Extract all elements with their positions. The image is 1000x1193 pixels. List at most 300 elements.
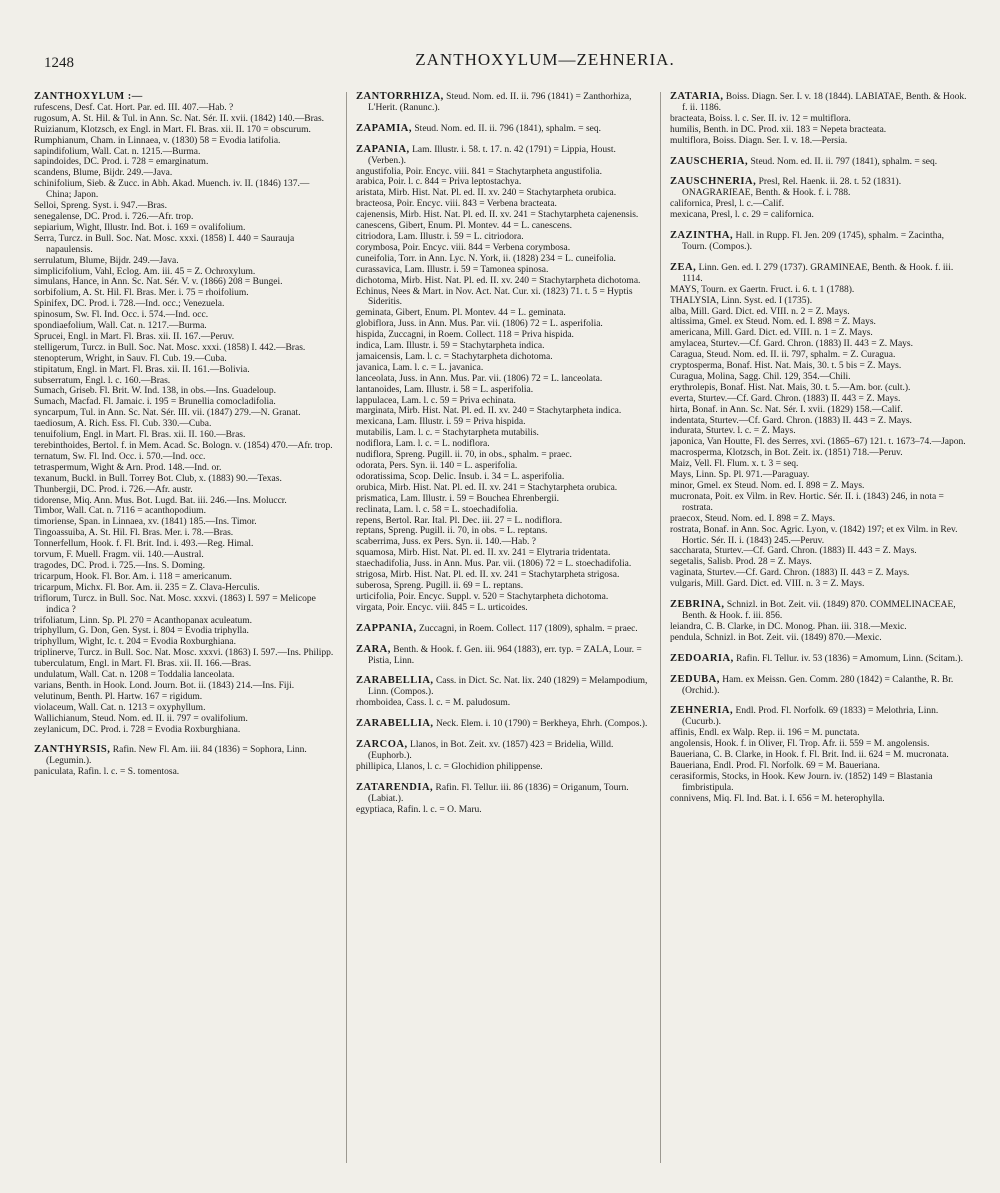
species-entry bbox=[356, 559, 652, 570]
genus-entry bbox=[670, 263, 970, 285]
species-entry bbox=[34, 648, 334, 659]
species-entry bbox=[34, 299, 334, 310]
entry-text: jamaicensis, Lam. l. c. = Stachytarpheta dichotoma. bbox=[356, 351, 553, 362]
entry-text: virgata, Poir. Encyc. viii. 845 = L. urticoides. bbox=[356, 602, 528, 613]
entry-text: rhomboidea, Cass. l. c. = M. paludosum. bbox=[356, 698, 511, 709]
species-entry bbox=[670, 210, 970, 221]
entry-text: violaceum, Wall. Cat. n. 1213 = oxyphyllum. bbox=[34, 702, 206, 713]
species-entry bbox=[34, 767, 334, 778]
entry-text: mucronata, Poit. ex Vilm. in Rev. Hortic. Sér. II. i. (1843) 246, in nota = rostrata. bbox=[670, 491, 944, 513]
entry-text: stelligerum, Turcz. in Bull. Soc. Nat. Mosc. xxxi. (1858) I. 442.—Bras. bbox=[34, 342, 306, 353]
entry-text: senegalense, DC. Prod. i. 726.—Afr. trop. bbox=[34, 211, 194, 222]
entry-text: Spinifex, DC. Prod. i. 728.—Ind. occ.; Venezuela. bbox=[34, 299, 225, 310]
entry-text: geminata, Gibert, Enum. Pl. Montev. 44 = L. geminata. bbox=[356, 308, 566, 319]
species-entry bbox=[34, 408, 334, 419]
species-entry bbox=[670, 394, 970, 405]
entry-text: Tingoassuiba, A. St. Hil. Fl. Bras. Mer. i. 78.—Bras. bbox=[34, 528, 234, 539]
entry-text: altissima, Gmel. ex Steud. Nom. ed. I. 898 = Z. Mays. bbox=[670, 317, 876, 328]
species-entry bbox=[670, 383, 970, 394]
entry-text: phillipica, Llanos, l. c. = Glochidion philippense. bbox=[356, 761, 543, 772]
genus-heading: ZEDOARIA, bbox=[670, 652, 734, 664]
entry-text: sorbifolium, A. St. Hil. Fl. Bras. Mer. i. 75 = rhoifolium. bbox=[34, 288, 249, 299]
species-entry bbox=[670, 492, 970, 514]
species-entry bbox=[34, 168, 334, 179]
entry-text: simplicifolium, Vahl, Eclog. Am. iii. 45 = Z. Ochroxylum. bbox=[34, 266, 256, 277]
entry-text: triplinerve, Turcz. in Bull. Soc. Nat. Mosc. xxxvi. (1863) I. 597.—Ins. Philipp. bbox=[34, 648, 334, 659]
species-entry bbox=[670, 546, 970, 557]
species-entry bbox=[34, 692, 334, 703]
entry-text: Echinus, Nees & Mart. in Nov. Act. Nat. Cur. xi. (1823) 71. t. 5 = Hyptis Sideritis. bbox=[356, 286, 633, 308]
entry-text: Timbor, Wall. Cat. n. 7116 = acanthopodium. bbox=[34, 506, 206, 517]
genus-heading: ZEA, bbox=[670, 261, 697, 273]
species-entry bbox=[34, 365, 334, 376]
species-entry bbox=[356, 221, 652, 232]
entry-text: Caragua, Steud. Nom. ed. II. ii. 797, sphalm. = Z. Curagua. bbox=[670, 350, 896, 361]
species-entry bbox=[356, 417, 652, 428]
genus-heading: ZATARIA, bbox=[670, 92, 724, 102]
entry-text: leiandra, C. B. Clarke, in DC. Monog. Phan. iii. 318.—Mexic. bbox=[670, 621, 907, 632]
entry-text: strigosa, Mirb. Hist. Nat. Pl. ed. II. xv. 241 = Stachytarpheta strigosa. bbox=[356, 570, 620, 581]
species-entry bbox=[34, 626, 334, 637]
page-number: 1248 bbox=[44, 55, 74, 71]
entry-text: trifoliatum, Linn. Sp. Pl. 270 = Acanthopanax aculeatum. bbox=[34, 615, 253, 626]
entry-text: stipitatum, Engl. in Mart. Fl. Bras. xii. II. 161.—Bolivia. bbox=[34, 364, 250, 375]
species-entry bbox=[356, 385, 652, 396]
genus-heading: ZARABELLIA, bbox=[356, 675, 434, 687]
genus-entry bbox=[356, 719, 652, 730]
entry-text: Rafin. Fl. Tellur. iii. 86 (1836) = Origanum, Tourn. (Labiat.). bbox=[368, 782, 629, 804]
entry-text: Wallichianum, Steud. Nom. ed. II. ii. 797 = ovalifolium. bbox=[34, 713, 248, 724]
species-entry bbox=[34, 714, 334, 725]
species-entry bbox=[34, 157, 334, 168]
species-entry bbox=[356, 483, 652, 494]
species-entry bbox=[670, 307, 970, 318]
entry-text: taediosum, A. Rich. Ess. Fl. Cub. 330.—Cuba. bbox=[34, 419, 212, 430]
entry-text: tricarpum, Hook. Fl. Bor. Am. i. 118 = americanum. bbox=[34, 571, 232, 582]
column-divider bbox=[346, 92, 347, 1163]
species-entry bbox=[670, 514, 970, 525]
entry-text: hirta, Bonaf. in Ann. Sc. Nat. Sér. I. xvii. (1829) 158.—Calif. bbox=[670, 404, 903, 415]
species-entry bbox=[670, 125, 970, 136]
entry-text: staechadifolia, Juss. in Ann. Mus. Par. vii. (1806) 72 = L. stoechadifolia. bbox=[356, 559, 632, 570]
entry-text: indurata, Sturtev. l. c. = Z. Mays. bbox=[670, 426, 796, 437]
entry-text: dichotoma, Mirb. Hist. Nat. Pl. ed. II. xv. 240 = Stachytarpheta dichotoma. bbox=[356, 275, 641, 286]
entry-text: japonica, Van Houtte, Fl. des Serres, xvi. (1865–67) 121. t. 1673–74.—Japon. bbox=[670, 437, 966, 448]
entry-text: angustifolia, Poir. Encyc. viii. 841 = Stachytarpheta angustifolia. bbox=[356, 166, 602, 177]
genus-entry bbox=[670, 600, 970, 622]
entry-text: humilis, Benth. in DC. Prod. xii. 183 = Nepeta bracteata. bbox=[670, 124, 887, 135]
species-entry bbox=[34, 485, 334, 496]
entry-text: squamosa, Mirb. Hist. Nat. Pl. ed. II. xv. 241 = Elytraria tridentata. bbox=[356, 548, 611, 559]
entry-text: reptans, Spreng. Pugill. ii. 70, in obs. = L. reptans. bbox=[356, 526, 548, 537]
entry-text: praecox, Steud. Nom. ed. I. 898 = Z. Mays. bbox=[670, 513, 835, 524]
species-entry bbox=[34, 703, 334, 714]
entry-text: Zuccagni, in Roem. Collect. 117 (1809), sphalm. = praec. bbox=[418, 623, 638, 634]
entry-text: paniculata, Rafin. l. c. = S. tomentosa. bbox=[34, 767, 180, 778]
genus-heading: ZANTHOXYLUM :— bbox=[34, 92, 143, 102]
entry-text: Rumphianum, Cham. in Linnaea, v. (1830) 58 = Evodia latifolia. bbox=[34, 135, 281, 146]
species-entry bbox=[356, 210, 652, 221]
genus-entry bbox=[356, 783, 652, 805]
entry-text: bracteata, Boiss. l. c. Ser. II. iv. 12 = multiflora. bbox=[670, 113, 851, 124]
species-entry bbox=[34, 288, 334, 299]
entry-text: curassavica, Lam. Illustr. i. 59 = Tamonea spinosa. bbox=[356, 264, 549, 275]
entry-text: Tonnerfellum, Hook. f. Fl. Brit. Ind. i. 493.—Reg. Himal. bbox=[34, 539, 254, 550]
entry-text: egyptiaca, Rafin. l. c. = O. Maru. bbox=[356, 804, 482, 815]
entry-text: alba, Mill. Gard. Dict. ed. VIII. n. 2 = Z. Mays. bbox=[670, 306, 850, 317]
entry-text: Cass. in Dict. Sc. Nat. lix. 240 (1829) = Melampodium, Linn. (Compos.). bbox=[368, 676, 648, 698]
entry-text: Neck. Elem. i. 10 (1790) = Berkheya, Ehrh. (Compos.). bbox=[435, 719, 648, 730]
species-entry bbox=[356, 698, 652, 709]
species-entry bbox=[670, 114, 970, 125]
species-entry bbox=[34, 179, 334, 201]
entry-text: Lam. Illustr. i. 58. t. 17. n. 42 (1791) = Lippia, Houst. (Verben.). bbox=[368, 144, 616, 166]
entry-text: lanceolata, Juss. in Ann. Mus. Par. vii. (1806) 72 = L. lanceolata. bbox=[356, 373, 603, 384]
genus-heading: ZANTORRHIZA, bbox=[356, 92, 444, 102]
species-entry bbox=[34, 310, 334, 321]
species-entry bbox=[356, 494, 652, 505]
species-entry bbox=[34, 321, 334, 332]
species-entry bbox=[34, 212, 334, 223]
species-entry bbox=[356, 374, 652, 385]
entry-text: texanum, Buckl. in Bull. Torrey Bot. Club, x. (1883) 90.—Texas. bbox=[34, 473, 282, 484]
entry-text: torvum, F. Muell. Fragm. vii. 140.—Austral. bbox=[34, 550, 204, 561]
entry-text: angolensis, Hook. f. in Oliver, Fl. Trop. Afr. ii. 559 = M. angolensis. bbox=[670, 739, 930, 750]
entry-text: mexicana, Lam. Illustr. i. 59 = Priva hispida. bbox=[356, 417, 526, 428]
entry-text: rostrata, Bonaf. in Ann. Soc. Agric. Lyon, v. (1842) 197; et ex Vilm. in Rev. Hortic. Sér. II. i. (1843) 245.—Peruv. bbox=[670, 524, 958, 546]
entry-text: cajenensis, Mirb. Hist. Nat. Pl. ed. II. xv. 241 = Stachytarpheta cajenensis. bbox=[356, 210, 639, 221]
column-right bbox=[670, 92, 970, 1169]
species-entry bbox=[34, 561, 334, 572]
entry-text: serrulatum, Blume, Bijdr. 249.—Java. bbox=[34, 255, 179, 266]
genus-entry bbox=[670, 675, 970, 697]
entry-text: Ruizianum, Klotzsch, ex Engl. in Mart. Fl. Bras. xii. II. 170 = obscurum. bbox=[34, 124, 311, 135]
species-entry bbox=[670, 728, 970, 739]
species-entry bbox=[34, 386, 334, 397]
entry-text: zeylanicum, DC. Prod. i. 728 = Evodia Roxburghiana. bbox=[34, 724, 241, 735]
entry-text: Rafin. Fl. Tellur. iv. 53 (1836) = Amomum, Linn. (Scitam.). bbox=[736, 653, 963, 664]
species-entry bbox=[34, 463, 334, 474]
species-entry bbox=[34, 234, 334, 256]
entry-text: rugosum, A. St. Hil. & Tul. in Ann. Sc. Nat. Sér. II. xvii. (1842) 140.—Bras. bbox=[34, 113, 325, 124]
species-entry bbox=[356, 188, 652, 199]
species-entry bbox=[34, 441, 334, 452]
entry-text: reclinata, Lam. l. c. 58 = L. stoechadifolia. bbox=[356, 504, 518, 515]
entry-text: triphyllum, Wight, Ic. t. 204 = Evodia Roxburghiana. bbox=[34, 637, 236, 648]
genus-entry bbox=[670, 231, 970, 253]
genus-entry bbox=[356, 740, 652, 762]
species-entry bbox=[356, 603, 652, 614]
entry-text: macrosperma, Klotzsch, in Bot. Zeit. ix. (1851) 718.—Peruv. bbox=[670, 448, 903, 459]
entry-text: varians, Benth. in Hook. Lond. Journ. Bot. ii. (1843) 214.—Ins. Fiji. bbox=[34, 680, 295, 691]
species-entry bbox=[356, 243, 652, 254]
entry-text: cryptosperma, Bonaf. Hist. Nat. Mais, 30. t. 5 bis = Z. Mays. bbox=[670, 361, 902, 372]
entry-text: Selloi, Spreng. Syst. i. 947.—Bras. bbox=[34, 201, 168, 212]
entry-text: undulatum, Wall. Cat. n. 1208 = Toddalia lanceolata. bbox=[34, 670, 235, 681]
entry-text: suberosa, Spreng. Pugill. ii. 69 = L. reptans. bbox=[356, 580, 524, 591]
species-entry bbox=[670, 794, 970, 805]
entry-text: tidorense, Miq. Ann. Mus. Bot. Lugd. Bat. iii. 246.—Ins. Moluccr. bbox=[34, 495, 287, 506]
entry-text: urticifolia, Poir. Encyc. Suppl. v. 520 = Stachytarpheta dichotoma. bbox=[356, 591, 609, 602]
species-entry bbox=[34, 670, 334, 681]
genus-entry bbox=[670, 92, 970, 114]
species-entry bbox=[356, 805, 652, 816]
species-entry bbox=[356, 406, 652, 417]
entry-text: subserratum, Engl. l. c. 160.—Bras. bbox=[34, 375, 171, 386]
entry-text: americana, Mill. Gard. Dict. ed. VIII. n. 1 = Z. Mays. bbox=[670, 328, 873, 339]
entry-text: javanica, Lam. l. c. = L. javanica. bbox=[356, 362, 484, 373]
species-entry bbox=[34, 452, 334, 463]
species-entry bbox=[670, 405, 970, 416]
entry-text: rufescens, Desf. Cat. Hort. Par. ed. III. 407.—Hab. ? bbox=[34, 102, 234, 113]
species-entry bbox=[34, 583, 334, 594]
species-entry bbox=[34, 517, 334, 528]
species-entry bbox=[356, 439, 652, 450]
species-entry bbox=[670, 525, 970, 547]
species-entry bbox=[670, 579, 970, 590]
entry-text: odorata, Pers. Syn. ii. 140 = L. asperifolia. bbox=[356, 461, 518, 471]
entry-text: everta, Sturtev.—Cf. Gard. Chron. (1883) II. 443 = Z. Mays. bbox=[670, 393, 901, 404]
species-entry bbox=[34, 103, 334, 114]
species-entry bbox=[34, 376, 334, 387]
entry-text: Steud. Nom. ed. II. ii. 797 (1841), sphalm. = seq. bbox=[750, 156, 938, 167]
entry-text: terebinthoides, Bertol. f. in Mem. Acad. Sc. Bologn. v. (1854) 470.—Afr. trop. bbox=[34, 441, 333, 451]
species-entry bbox=[670, 481, 970, 492]
genus-entry bbox=[356, 92, 652, 114]
genus-heading: ZEBRINA, bbox=[670, 599, 725, 611]
entry-text: tuberculatum, Engl. in Mart. Fl. Bras. xii. II. 166.—Bras. bbox=[34, 659, 252, 670]
species-entry bbox=[670, 470, 970, 481]
entry-text: Baueriana, C. B. Clarke, in Hook. f. Fl. Brit. Ind. ii. 624 = M. mucronata. bbox=[670, 750, 949, 761]
entry-text: Benth. & Hook. f. Gen. iii. 964 (1883), err. typ. = ZALA, Lour. = Pistia, Linn. bbox=[368, 644, 642, 666]
entry-text: Linn. Gen. ed. I. 279 (1737). GRAMINEAE, Benth. & Hook. f. iii. 1114. bbox=[682, 262, 954, 284]
species-entry bbox=[34, 223, 334, 234]
entry-text: nudiflora, Spreng. Pugill. ii. 70, in obs., sphalm. = praec. bbox=[356, 450, 572, 461]
entry-text: cuneifolia, Torr. in Ann. Lyc. N. York, ii. (1828) 234 = L. cuneifolia. bbox=[356, 253, 616, 264]
species-entry bbox=[34, 419, 334, 430]
species-entry bbox=[670, 459, 970, 470]
species-entry bbox=[356, 548, 652, 559]
entry-text: stenopterum, Wright, in Sauv. Fl. Cub. 19.—Cuba. bbox=[34, 353, 227, 364]
species-entry bbox=[356, 537, 652, 548]
species-entry bbox=[34, 267, 334, 278]
entry-text: minor, Gmel. ex Steud. Nom. ed. I. 898 = Z. Mays. bbox=[670, 481, 865, 491]
genus-heading: ZAPANIA, bbox=[356, 143, 410, 155]
species-entry bbox=[34, 528, 334, 539]
genus-heading: ZARA, bbox=[356, 643, 391, 655]
genus-entry bbox=[670, 177, 970, 199]
entry-text: hispida, Zuccagni, in Roem. Collect. 118 = Priva hispida. bbox=[356, 330, 574, 341]
species-entry bbox=[356, 276, 652, 287]
species-entry bbox=[670, 761, 970, 772]
entry-text: tragodes, DC. Prod. i. 725.—Ins. S. Doming. bbox=[34, 560, 205, 571]
running-head: ZANTHOXYLUM—ZEHNERIA. bbox=[415, 50, 675, 69]
species-entry bbox=[670, 361, 970, 372]
entry-text: Steud. Nom. ed. II. ii. 796 (1841) = Zanthorhiza, L'Herit. (Ranunc.). bbox=[368, 92, 632, 113]
entry-text: globiflora, Juss. in Ann. Mus. Par. vii. (1806) 72 = L. asperifolia. bbox=[356, 319, 603, 330]
entry-text: saccharata, Sturtev.—Cf. Gard. Chron. (1883) II. 443 = Z. Mays. bbox=[670, 546, 917, 557]
species-entry bbox=[356, 341, 652, 352]
species-entry bbox=[356, 592, 652, 603]
species-entry bbox=[356, 287, 652, 309]
species-entry bbox=[34, 725, 334, 736]
species-entry bbox=[356, 450, 652, 461]
entry-text: connivens, Miq. Fl. Ind. Bat. i. I. 656 = M. heterophylla. bbox=[670, 793, 885, 804]
species-entry bbox=[34, 277, 334, 288]
entry-text: nodiflora, Lam. l. c. = L. nodiflora. bbox=[356, 439, 490, 450]
genus-entry bbox=[670, 654, 970, 665]
entry-text: velutinum, Benth. Pl. Hartw. 167 = rigidum. bbox=[34, 691, 203, 702]
species-entry bbox=[670, 136, 970, 147]
entry-text: MAYS, Tourn. ex Gaertn. Fruct. i. 6. t. 1 (1788). bbox=[670, 284, 855, 295]
entry-text: sapindifolium, Wall. Cat. n. 1215.—Burma. bbox=[34, 146, 201, 157]
species-entry bbox=[356, 581, 652, 592]
species-entry bbox=[356, 308, 652, 319]
genus-heading: ZANTHYRSIS, bbox=[34, 744, 111, 756]
entry-text: lantanoides, Lam. Illustr. i. 58 = L. asperifolia. bbox=[356, 384, 534, 395]
entry-text: Boiss. Diagn. Ser. I. v. 18 (1844). LABIATAE, Benth. & Hook. f. ii. 1186. bbox=[682, 92, 967, 113]
species-entry bbox=[34, 114, 334, 125]
entry-text: vulgaris, Mill. Gard. Dict. ed. VIII. n. 3 = Z. Mays. bbox=[670, 579, 865, 590]
entry-text: multiflora, Boiss. Diagn. Ser. I. v. 18.—Persia. bbox=[670, 135, 848, 146]
species-entry bbox=[670, 317, 970, 328]
entry-text: THALYSIA, Linn. Syst. ed. I (1735). bbox=[670, 295, 813, 306]
species-entry bbox=[356, 232, 652, 243]
species-entry bbox=[34, 681, 334, 692]
species-entry bbox=[34, 430, 334, 441]
entry-text: sepiarium, Wight, Illustr. Ind. Bot. i. 169 = ovalifolium. bbox=[34, 222, 246, 233]
entry-text: mexicana, Presl, l. c. 29 = californica. bbox=[670, 210, 814, 221]
species-entry bbox=[356, 472, 652, 483]
species-entry bbox=[670, 339, 970, 350]
entry-text: californica, Presl, l. c.—Calif. bbox=[670, 199, 784, 210]
genus-entry bbox=[356, 124, 652, 135]
genus-heading: ZAUSCHNERIA, bbox=[670, 176, 757, 188]
species-entry bbox=[356, 762, 652, 773]
column-middle bbox=[356, 92, 652, 1169]
species-entry bbox=[670, 568, 970, 579]
entry-text: Ham. ex Meissn. Gen. Comm. 280 (1842) = Calanthe, R. Br. (Orchid.). bbox=[682, 674, 954, 696]
species-entry bbox=[34, 539, 334, 550]
species-entry bbox=[356, 363, 652, 374]
species-entry bbox=[670, 739, 970, 750]
genus-heading: ZARCOA, bbox=[356, 739, 408, 751]
entry-text: indica, Lam. Illustr. i. 59 = Stachytarpheta indica. bbox=[356, 341, 545, 352]
species-entry bbox=[670, 772, 970, 794]
species-entry bbox=[356, 265, 652, 276]
entry-text: Maiz, Vell. Fl. Flum. x. t. 3 = seq. bbox=[670, 459, 799, 470]
entry-text: indentata, Sturtev.—Cf. Gard. Chron. (1883) II. 443 = Z. Mays. bbox=[670, 415, 912, 426]
entry-text: affinis, Endl. ex Walp. Rep. ii. 196 = M. punctata. bbox=[670, 728, 860, 739]
species-entry bbox=[670, 416, 970, 427]
entry-text: canescens, Gibert, Enum. Pl. Montev. 44 = L. canescens. bbox=[356, 221, 573, 232]
entry-text: syncarpum, Tul. in Ann. Sc. Nat. Sér. III. vii. (1847) 279.—N. Granat. bbox=[34, 408, 301, 419]
genus-entry bbox=[356, 645, 652, 667]
genus-heading: ZEHNERIA, bbox=[670, 705, 734, 717]
species-entry bbox=[670, 437, 970, 448]
entry-text: Thunbergii, DC. Prod. i. 726.—Afr. austr. bbox=[34, 484, 193, 495]
genus-heading: ZAZINTHA, bbox=[670, 230, 734, 242]
entry-text: scandens, Blume, Bijdr. 249.—Java. bbox=[34, 168, 173, 179]
species-entry bbox=[34, 354, 334, 365]
species-entry bbox=[34, 136, 334, 147]
species-entry bbox=[34, 201, 334, 212]
genus-heading: ZAPPANIA, bbox=[356, 622, 417, 634]
species-entry bbox=[34, 343, 334, 354]
species-entry bbox=[670, 296, 970, 307]
species-entry bbox=[34, 594, 334, 616]
entry-text: prismatica, Lam. Illustr. i. 59 = Bouchea Ehrenbergii. bbox=[356, 493, 560, 504]
entry-text: tenuifolium, Engl. in Mart. Fl. Bras. xii. II. 160.—Bras. bbox=[34, 430, 246, 441]
species-entry bbox=[670, 750, 970, 761]
species-entry bbox=[34, 332, 334, 343]
entry-text: sapindoides, DC. Prod. i. 728 = emarginatum. bbox=[34, 157, 209, 168]
species-entry bbox=[34, 616, 334, 627]
species-entry bbox=[34, 506, 334, 517]
species-entry bbox=[34, 147, 334, 158]
entry-text: tetraspermum, Wight & Arn. Prod. 148.—Ind. or. bbox=[34, 462, 222, 473]
entry-text: marginata, Mirb. Hist. Nat. Pl. ed. II. xv. 240 = Stachytarpheta indica. bbox=[356, 406, 622, 417]
species-entry bbox=[356, 199, 652, 210]
entry-text: corymbosa, Poir. Encyc. viii. 844 = Verbena corymbosa. bbox=[356, 242, 571, 253]
species-entry bbox=[34, 659, 334, 670]
genus-heading: ZARABELLIA, bbox=[356, 718, 434, 730]
entry-text: vaginata, Sturtev.—Cf. Gard. Chron. (1883) II. 443 = Z. Mays. bbox=[670, 568, 910, 579]
column-left bbox=[34, 92, 334, 1169]
entry-text: orubica, Mirb. Hist. Nat. Pl. ed. II. xv. 241 = Stachytarpheta orubica. bbox=[356, 482, 618, 493]
entry-text: triflorum, Turcz. in Bull. Soc. Nat. Mosc. xxxvi. (1863) I. 597 = Melicope indica ? bbox=[34, 593, 316, 615]
species-entry bbox=[34, 397, 334, 408]
entry-text: Steud. Nom. ed. II. ii. 796 (1841), sphalm. = seq. bbox=[414, 123, 602, 134]
entry-text: arabica, Poir. l. c. 844 = Priva leptostachya. bbox=[356, 177, 522, 188]
genus-heading: ZAPAMIA, bbox=[356, 122, 413, 134]
species-entry bbox=[356, 526, 652, 537]
entry-text: Mays, Linn. Sp. Pl. 971.—Paraguay. bbox=[670, 470, 810, 481]
genus-entry bbox=[34, 745, 334, 767]
species-entry bbox=[356, 516, 652, 527]
entry-text: schinifolium, Sieb. & Zucc. in Abh. Akad. Muench. iv. II. (1846) 137.—China; Japon. bbox=[34, 179, 310, 201]
entry-text: Curagua, Molina, Sagg. Chil. 129, 354.—Chili. bbox=[670, 371, 851, 382]
entry-text: triphyllum, G. Don, Gen. Syst. i. 804 = Evodia triphylla. bbox=[34, 626, 249, 637]
entry-text: segetalis, Salisb. Prod. 28 = Z. Mays. bbox=[670, 557, 812, 568]
entry-text: pendula, Schnizl. in Bot. Zeit. vii. (1849) 870.—Mexic. bbox=[670, 632, 882, 643]
species-entry bbox=[356, 570, 652, 581]
species-entry bbox=[670, 328, 970, 339]
species-entry bbox=[670, 448, 970, 459]
species-entry bbox=[356, 330, 652, 341]
species-entry bbox=[670, 426, 970, 437]
species-entry bbox=[34, 550, 334, 561]
entry-text: spinosum, Sw. Fl. Ind. Occ. i. 574.—Ind. occ. bbox=[34, 310, 209, 321]
genus-entry bbox=[356, 676, 652, 698]
species-entry bbox=[356, 167, 652, 178]
entry-text: cerasiformis, Stocks, in Hook. Kew Journ. iv. (1852) 149 = Blastania fimbristipula. bbox=[670, 771, 933, 793]
species-entry bbox=[356, 254, 652, 265]
entry-text: odoratissima, Scop. Delic. Insub. i. 34 = L. asperifolia. bbox=[356, 471, 565, 482]
column-divider bbox=[660, 92, 661, 1163]
species-entry bbox=[34, 572, 334, 583]
entry-text: citriodora, Lam. Illustr. i. 59 = L. citriodora. bbox=[356, 231, 524, 242]
entry-text: Endl. Prod. Fl. Norfolk. 69 (1833) = Melothria, Linn. (Cucurb.). bbox=[682, 706, 939, 728]
entry-text: Sumach, Griseb. Fl. Brit. W. Ind. 138, in obs.—Ins. Guadeloup. bbox=[34, 386, 276, 397]
genus-entry bbox=[34, 92, 334, 103]
entry-text: bracteosa, Poir. Encyc. viii. 843 = Verbena bracteata. bbox=[356, 199, 557, 210]
entry-text: Llanos, in Bot. Zeit. xv. (1857) 423 = Bridelia, Willd. (Euphorb.). bbox=[368, 740, 614, 761]
species-entry bbox=[670, 557, 970, 568]
genus-heading: ZEDUBA, bbox=[670, 673, 720, 685]
genus-heading: ZATARENDIA, bbox=[356, 781, 434, 793]
entry-text: erythrolepis, Bonaf. Hist. Nat. Mais, 30. t. 5.—Am. bor. (cult.). bbox=[670, 382, 911, 393]
